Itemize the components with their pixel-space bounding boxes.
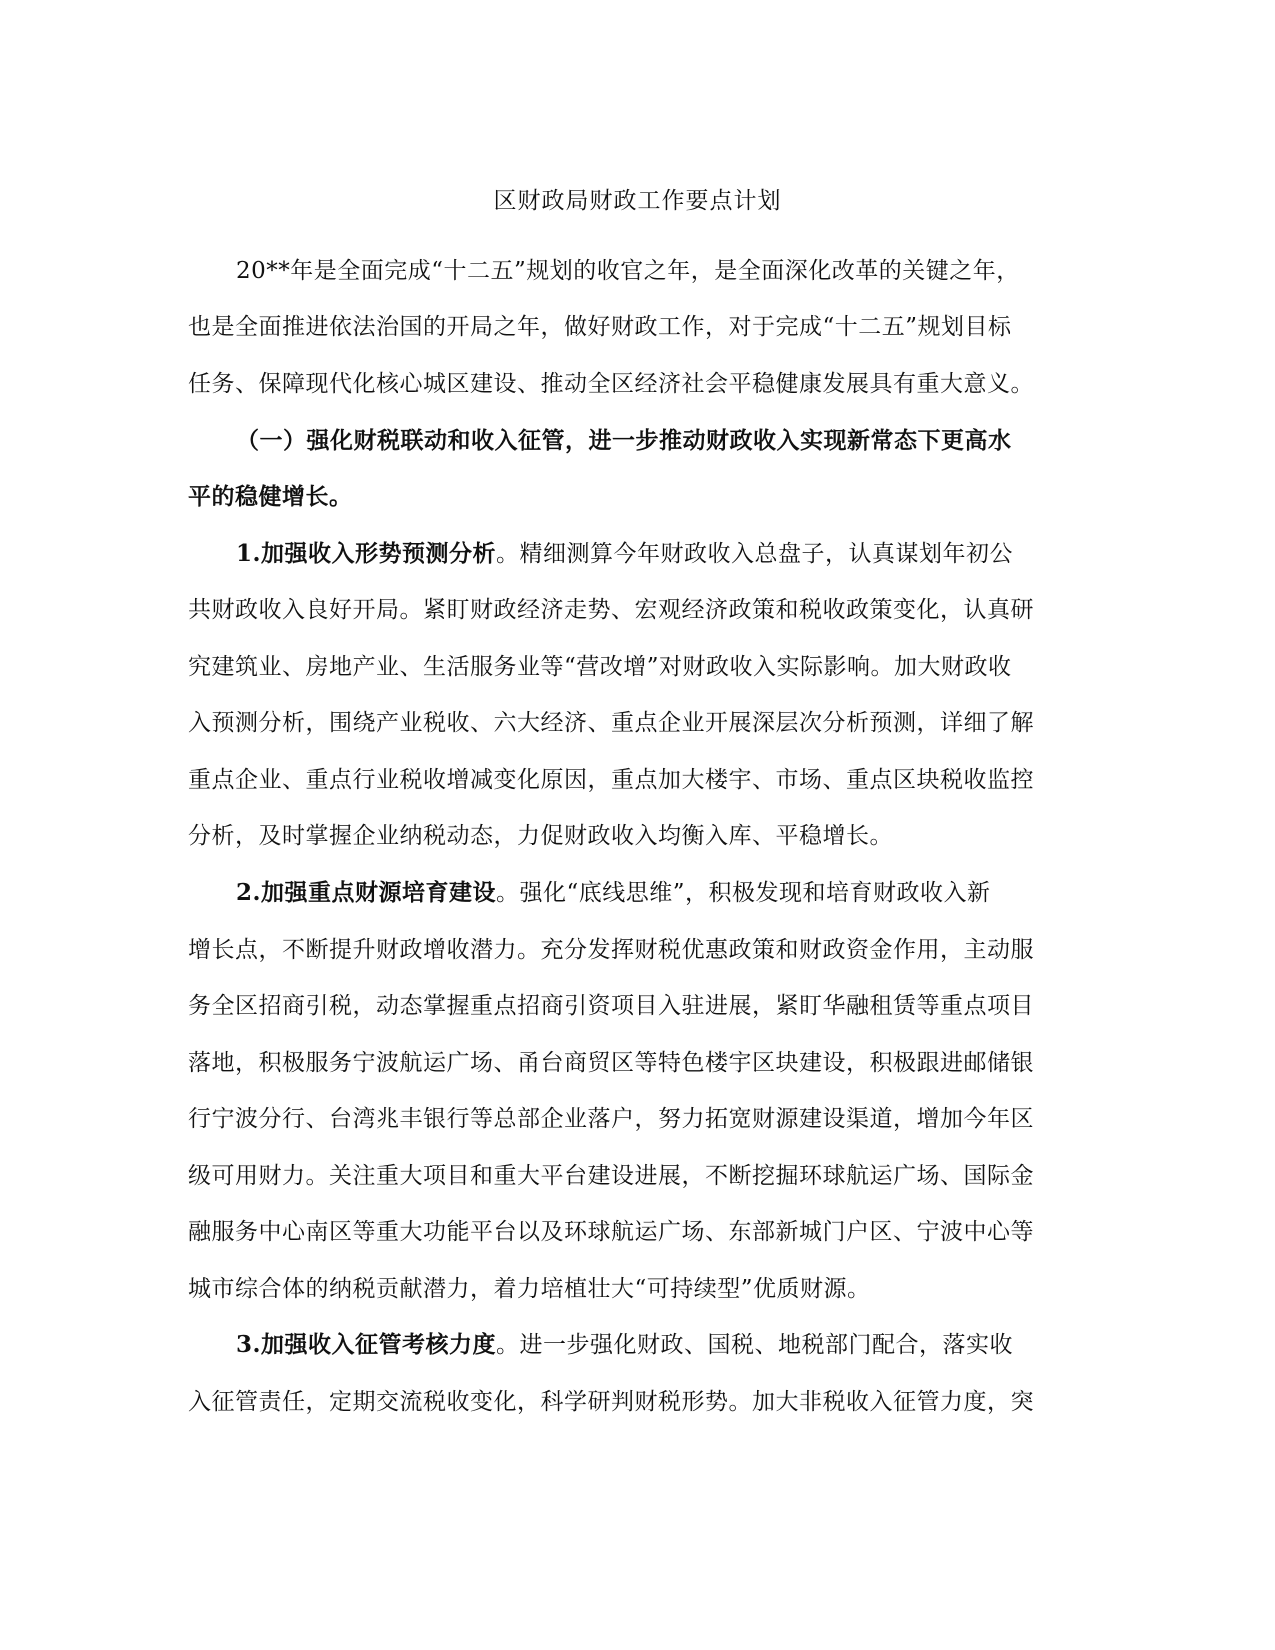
intro-line-1: 20**年是全面完成“十二五”规划的收官之年，是全面深化改革的关键之年，: [236, 258, 1020, 284]
intro-line-3: 任务、保障现代化核心城区建设、推动全区经济社会平稳健康发展具有重大意义。: [188, 371, 1034, 397]
item-2-heading: 2.加强重点财源培育建设: [236, 879, 497, 906]
item-1-text: 。精细测算今年财政收入总盘子，认真谋划年初公: [496, 541, 1014, 567]
item-1-line-3: 究建筑业、房地产业、生活服务业等“营改增”对财政收入实际影响。加大财政收: [188, 654, 1012, 680]
section-heading-line-1: （一）强化财税联动和收入征管，进一步推动财政收入实现新常态下更高水: [236, 427, 1012, 454]
item-1-line-2: 共财政收入良好开局。紧盯财政经济走势、宏观经济政策和税收政策变化，认真研: [188, 597, 1034, 623]
section-heading-line-2: 平的稳健增长。: [188, 483, 353, 510]
intro-line-2: 也是全面推进依法治国的开局之年，做好财政工作，对于完成“十二五”规划目标: [188, 314, 1012, 340]
item-3-line-1: [236, 1329, 1013, 1361]
item-2-line-3: 务全区招商引税，动态掌握重点招商引资项目入驻进展，紧盯华融租赁等重点项目: [188, 993, 1034, 1019]
item-2-line-1: [236, 877, 991, 909]
item-2-line-7: 融服务中心南区等重大功能平台以及环球航运广场、东部新城门户区、宁波中心等: [188, 1219, 1034, 1245]
item-3-line-2: 入征管责任，定期交流税收变化，科学研判财税形势。加大非税收入征管力度，突: [188, 1389, 1034, 1415]
item-2-line-5: 行宁波分行、台湾兆丰银行等总部企业落户，努力拓宽财源建设渠道，增加今年区: [188, 1106, 1034, 1132]
item-2-line-4: 落地，积极服务宁波航运广场、甬台商贸区等特色楼宇区块建设，积极跟进邮储银: [188, 1050, 1034, 1076]
item-1-line-6: 分析，及时掌握企业纳税动态，力促财政收入均衡入库、平稳增长。: [188, 823, 893, 849]
item-1-line-4: 入预测分析，围绕产业税收、六大经济、重点企业开展深层次分析预测，详细了解: [188, 710, 1034, 736]
item-2-text: 。强化“底线思维”，积极发现和培育财政收入新: [496, 880, 991, 906]
item-2-line-6: 级可用财力。关注重大项目和重大平台建设进展，不断挖掘环球航运广场、国际金: [188, 1163, 1034, 1189]
item-3-heading: 3.加强收入征管考核力度: [236, 1331, 497, 1358]
document-title: 区财政局财政工作要点计划: [493, 188, 782, 214]
item-1-heading: 1.加强收入形势预测分析: [236, 540, 497, 567]
item-3-text: 。进一步强化财政、国税、地税部门配合，落实收: [496, 1332, 1014, 1358]
item-2-line-8: 城市综合体的纳税贡献潜力，着力培植壮大“可持续型”优质财源。: [188, 1276, 871, 1302]
item-1-line-1: [236, 538, 1013, 570]
item-2-line-2: 增长点，不断提升财政增收潜力。充分发挥财税优惠政策和财政资金作用，主动服: [188, 937, 1034, 963]
item-1-line-5: 重点企业、重点行业税收增减变化原因，重点加大楼宇、市场、重点区块税收监控: [188, 767, 1034, 793]
